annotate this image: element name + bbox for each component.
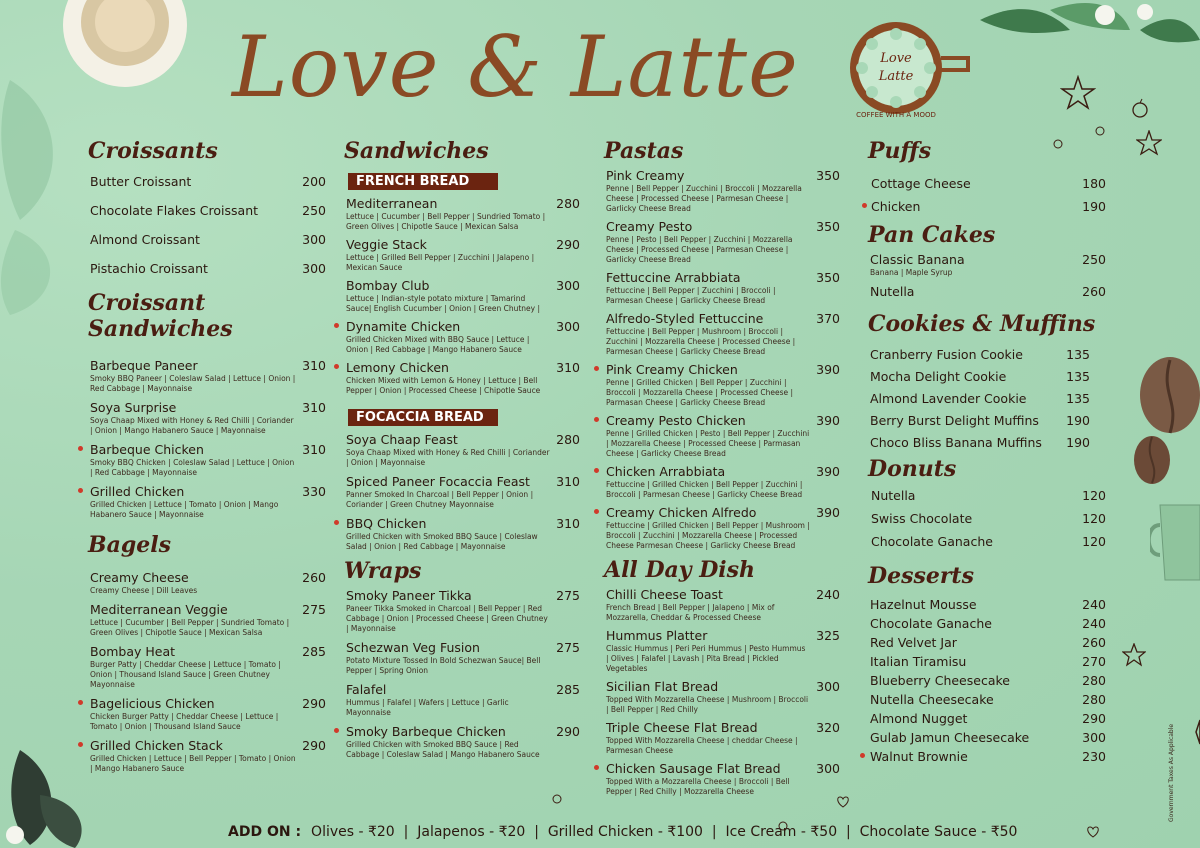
circle-doodle-icon (1094, 125, 1106, 137)
list-item: Hazelnut Mousse 240 (870, 597, 1106, 612)
section-title-pan-cakes: Pan Cakes (868, 222, 996, 248)
coffee-beans-decoration (1130, 355, 1200, 485)
column-4 (868, 138, 1106, 764)
list-item: Grilled Chicken Stack 290 Grilled Chicken | Lettuce | Bell Pepper | Tomato | Onion | Mango Habanero Sauce (88, 738, 326, 774)
star-icon (1182, 718, 1200, 758)
list-item: Berry Burst Delight Muffins 190 (870, 413, 1090, 428)
list-item: Creamy Cheese 260 Creamy Cheese | Dill Leaves (90, 570, 326, 595)
non-veg-dot-icon (78, 700, 83, 705)
list-item: Butter Croissant 200 (90, 174, 326, 189)
croissants-list (88, 174, 326, 276)
list-item: Barbeque Paneer 310 Smoky BBQ Paneer | Coleslaw Salad | Lettuce | Onion | Red Cabbage | Mayonnaise (90, 358, 326, 393)
list-item: Blueberry Cheesecake 280 (870, 673, 1106, 688)
list-item: Gulab Jamun Cheesecake 300 (870, 730, 1106, 745)
column-2 (344, 138, 580, 760)
list-item: Creamy Chicken Alfredo 390 Fettuccine | Grilled Chicken | Bell Pepper | Mushroom | Broccoli | Zucchini | Mozzarella Cheese | Processed Cheese Parmesan Cheese | Garlicky Cheese Bread (604, 505, 840, 551)
list-item: Chocolate Ganache 240 (870, 616, 1106, 631)
list-item: Creamy Pesto Chicken 390 Penne | Grilled Chicken | Pesto | Bell Pepper | Zucchini | Mozzarella Cheese | Processed Cheese | Parmasan Cheese | Garlicky Cheese Bread (604, 413, 840, 459)
list-item: Pink Creamy 350 Penne | Bell Pepper | Zucchini | Broccoli | Mozzarella Cheese | Processed Cheese | Parmesan Cheese | Garlicky Cheese Bread (606, 168, 840, 213)
non-veg-dot-icon (594, 366, 599, 371)
section-title-croissants: Croissants (88, 138, 218, 164)
circle-doodle-icon (551, 793, 563, 805)
section-title-desserts: Desserts (868, 563, 974, 589)
list-item: Almond Nugget 290 (870, 711, 1106, 726)
list-item: Almond Croissant 300 (90, 232, 326, 247)
list-item: Barbeque Chicken 310 Smoky BBQ Chicken | Coleslaw Salad | Lettuce | Onion | Red Cabbage | Mayonnaise (88, 442, 326, 478)
list-item: Alfredo-Styled Fettuccine 370 Fettuccine | Bell Pepper | Mushroom | Broccoli | Zucchini | Mozzarella Cheese | Processed Cheese | Parmesan Cheese | Garlicky Cheese Bread (606, 311, 840, 356)
section-title-all-day-dish: All Day Dish (604, 557, 756, 583)
list-item: Hummus Platter 325 Classic Hummus | Peri Peri Hummus | Pesto Hummus | Olives | Falafel | Lavash | Pita Bread | Pickled Vegetables (606, 628, 840, 673)
list-item: Creamy Pesto 350 Penne | Pesto | Bell Pepper | Zucchini | Mozzarella Cheese | Processed Cheese | Parmesan Cheese | Garlicky Cheese Bread (606, 219, 840, 264)
non-veg-dot-icon (334, 728, 339, 733)
non-veg-dot-icon (78, 488, 83, 493)
section-title-cookies-muffins: Cookies & Muffins (868, 311, 1096, 337)
list-item: Fettuccine Arrabbiata 350 Fettuccine | Bell Pepper | Zucchini | Broccoli | Parmesan Cheese | Garlicky Cheese Bread (606, 270, 840, 305)
star-icon (1136, 130, 1162, 156)
list-item: Chocolate Flakes Croissant 250 (90, 203, 326, 218)
list-item: Nutella 260 (870, 284, 1106, 299)
list-item: Chicken 190 (868, 199, 1106, 214)
list-item: Almond Lavender Cookie 135 (870, 391, 1090, 406)
non-veg-dot-icon (334, 520, 339, 525)
list-item: Chilli Cheese Toast 240 French Bread | Bell Pepper | Jalapeno | Mix of Mozzarella, Cheddar & Processed Cheese (606, 587, 840, 622)
list-item: Cottage Cheese 180 (871, 176, 1106, 191)
list-item: Pink Creamy Chicken 390 Penne | Grilled Chicken | Bell Pepper | Zucchini | Broccoli | Mozzarella Cheese | Processed Cheese | Parmasan Cheese | Garlicky Cheese Bread (604, 362, 840, 408)
list-item: Smoky Barbeque Chicken 290 Grilled Chicken with Smoked BBQ Sauce | Red Cabbage | Coleslaw Salad | Mango Habanero Sauce (344, 724, 580, 760)
glass-cup-decoration (1150, 495, 1200, 585)
section-title-bagels: Bagels (88, 532, 171, 558)
leaf-top-right-decoration (980, 0, 1200, 60)
list-item: Veggie Stack 290 Lettuce | Grilled Bell Pepper | Zucchini | Jalapeno | Mexican Sauce (346, 237, 580, 272)
star-icon (1122, 643, 1146, 667)
add-on-bar (228, 824, 1017, 840)
logo-text-bottom: Latte (878, 69, 914, 84)
list-item: Chicken Sausage Flat Bread 300 Topped With a Mozzarella Cheese | Broccoli | Bell Pepper | Red Chilly | Mozzarella Cheese (604, 761, 840, 797)
dark-leaf-decoration (0, 745, 90, 848)
non-veg-dot-icon (78, 742, 83, 747)
section-title-puffs: Puffs (868, 138, 932, 164)
tax-note: Government Taxes As Applicable (1168, 723, 1175, 822)
list-item: Bagelicious Chicken 290 Chicken Burger Patty | Cheddar Cheese | Lettuce | Tomato | Onion | Thousand Island Sauce (88, 696, 326, 732)
list-item: Mocha Delight Cookie 135 (870, 369, 1090, 384)
non-veg-dot-icon (334, 323, 339, 328)
section-title-sandwiches: Sandwiches (344, 138, 489, 164)
list-item: Italian Tiramisu 270 (870, 654, 1106, 669)
logo-text-top: Love (880, 51, 912, 66)
column-1 (88, 138, 326, 774)
list-item: Smoky Paneer Tikka 275 Paneer Tikka Smoked in Charcoal | Bell Pepper | Red Cabbage | Onion | Processed Cheese | Green Chutney | Mayonnaise (346, 588, 580, 633)
list-item: Falafel 285 Hummus | Falafel | Wafers | Lettuce | Garlic Mayonnaise (346, 682, 580, 717)
heart-icon (1086, 825, 1100, 839)
list-item: Schezwan Veg Fusion 275 Potato Mixture Tossed In Bold Schezwan Sauce| Bell Pepper | Spring Onion (346, 640, 580, 675)
list-item: Walnut Brownie 230 (868, 749, 1106, 764)
list-item: Swiss Chocolate 120 (871, 511, 1106, 526)
list-item: Lemony Chicken 310 Chicken Mixed with Lemon & Honey | Lettuce | Bell Pepper | Onion | Processed Cheese | Chipotle Sauce (344, 360, 580, 396)
list-item: Chocolate Ganache 120 (871, 534, 1106, 549)
list-item: Sicilian Flat Bread 300 Topped With Mozzarella Cheese | Mushroom | Broccoli | Bell Pepper | Red Chilly (606, 679, 840, 714)
non-veg-dot-icon (862, 203, 867, 208)
logo-tagline: COFFEE WITH A MOOD (856, 111, 936, 118)
sub-heading-french-bread: FRENCH BREAD (348, 173, 498, 190)
list-item: Red Velvet Jar 260 (870, 635, 1106, 650)
star-icon (1060, 75, 1096, 111)
section-title-pastas: Pastas (604, 138, 684, 164)
heart-icon (836, 795, 850, 809)
list-item: Chicken Arrabbiata 390 Fettuccine | Grilled Chicken | Bell Pepper | Zucchini | Broccoli | Parmesan Cheese | Garlicky Cheese Bread (604, 464, 840, 500)
column-3 (604, 138, 840, 797)
non-veg-dot-icon (594, 765, 599, 770)
add-on-label: ADD ON : (228, 824, 302, 840)
section-title-wraps: Wraps (344, 558, 422, 584)
list-item: Nutella 120 (871, 488, 1106, 503)
list-item: Mediterranean 280 Lettuce | Cucumber | Bell Pepper | Sundried Tomato | Green Olives | Chipotle Sauce | Mexican Salsa (346, 196, 580, 231)
coffee-cup-decoration (60, 0, 190, 90)
non-veg-dot-icon (594, 509, 599, 514)
sub-heading-focaccia-bread: FOCACCIA BREAD (348, 409, 498, 426)
list-item: Bombay Club 300 Lettuce | Indian-style potato mixture | Tamarind Sauce| English Cucumber | Onion | Green Chutney | (346, 278, 580, 313)
brand-logo (846, 18, 971, 118)
section-title-donuts: Donuts (868, 456, 957, 482)
page-title: Love & Latte (232, 18, 799, 116)
list-item: BBQ Chicken 310 Grilled Chicken with Smoked BBQ Sauce | Coleslaw Salad | Onion | Red Cabbage | Mayonnaise (344, 516, 580, 552)
non-veg-dot-icon (594, 417, 599, 422)
list-item: Spiced Paneer Focaccia Feast 310 Panner Smoked In Charcoal | Bell Pepper | Onion | Coriander | Green Chutney Mayonnaise (346, 474, 580, 509)
leaf-decoration (0, 60, 90, 320)
non-veg-dot-icon (594, 468, 599, 473)
section-title-croissant-sandwiches: Croissant Sandwiches (88, 290, 233, 342)
list-item: Grilled Chicken 330 Grilled Chicken | Lettuce | Tomato | Onion | Mango Habanero Sauce | Mayonnaise (88, 484, 326, 520)
list-item: Cranberry Fusion Cookie 135 (870, 347, 1090, 362)
non-veg-dot-icon (78, 446, 83, 451)
non-veg-dot-icon (334, 364, 339, 369)
list-item: Pistachio Croissant 300 (90, 261, 326, 276)
list-item: Bombay Heat 285 Burger Patty | Cheddar Cheese | Lettuce | Tomato | Onion | Thousand Island Sauce | Green Chutney Mayonnaise (90, 644, 326, 689)
non-veg-dot-icon (860, 753, 865, 758)
circle-doodle-icon (1130, 98, 1150, 120)
list-item: Choco Bliss Banana Muffins 190 (870, 435, 1090, 450)
list-item: Triple Cheese Flat Bread 320 Topped With Mozzarella Cheese | cheddar Cheese | Parmesan Cheese (606, 720, 840, 755)
list-item: Dynamite Chicken 300 Grilled Chicken Mixed with BBQ Sauce | Lettuce | Onion | Red Cabbage | Mango Habanero Sauce (344, 319, 580, 355)
list-item: Soya Chaap Feast 280 Soya Chaap Mixed with Honey & Red Chilli | Coriander | Onion | Mayonnaise (346, 432, 580, 467)
list-item: Mediterranean Veggie 275 Lettuce | Cucumber | Bell Pepper | Sundried Tomato | Green Olives | Chipotle Sauce | Mexican Salsa (90, 602, 326, 637)
list-item: Classic Banana 250 Banana | Maple Syrup (870, 252, 1106, 277)
add-on-items: Olives - ₹20 | Jalapenos - ₹20 | Grilled Chicken - ₹100 | Ice Cream - ₹50 | Chocolate Sauce - ₹50 (311, 824, 1018, 840)
list-item: Nutella Cheesecake 280 (870, 692, 1106, 707)
list-item: Soya Surprise 310 Soya Chaap Mixed with Honey & Red Chilli | Coriander | Onion | Mango Habanero Sauce | Mayonnaise (90, 400, 326, 435)
